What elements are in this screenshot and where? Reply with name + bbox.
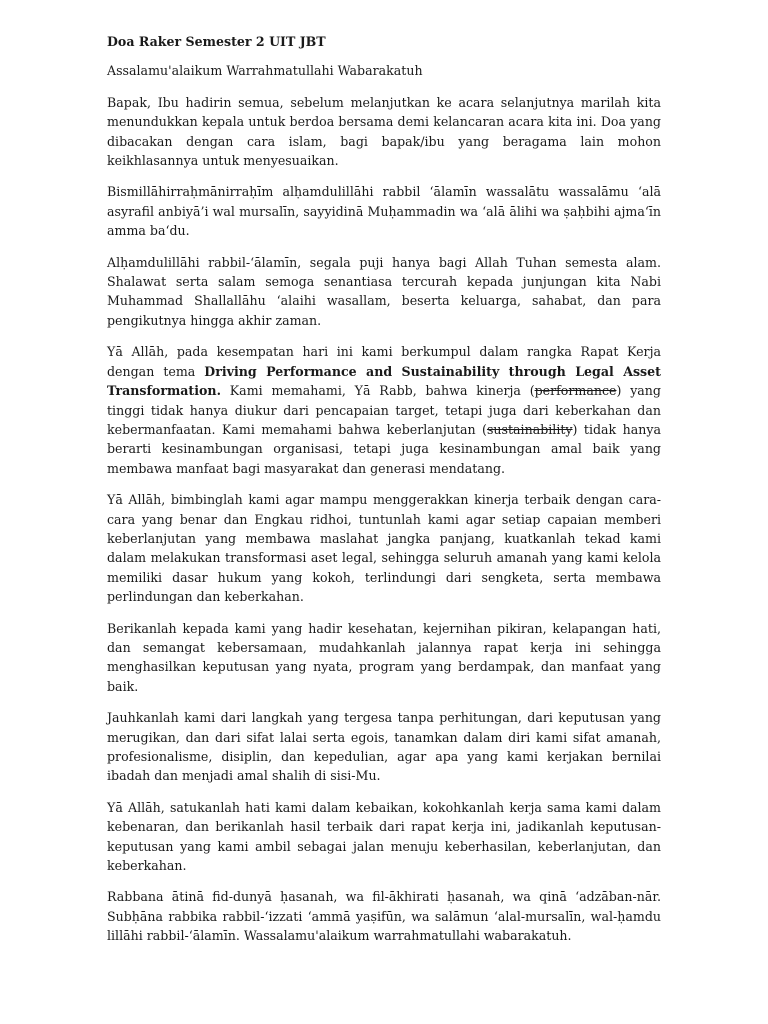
paragraph-hamdalah: Alḥamdulillāhi rabbil-‘ālamīn, segala puji hanya bagi Allah Tuhan semesta alam. Shalawat serta salam semoga senantiasa tercurah kepada junjungan kita Nabi Muhammad Shallallāhu ‘alaihi wasallam, beserta keluarga, sahabat, dan para pengikutnya hingga akhir zaman. — [107, 254, 661, 328]
strikethrough-performance: performance — [534, 383, 617, 399]
greeting: Assalamu'alaikum Warrahmatullahi Wabarakatuh — [107, 63, 423, 79]
paragraph-unity: Yā Allāh, satukanlah hati kami dalam kebaikan, kokohkanlah kerja sama kami dalam kebenaran, dan berikanlah hasil terbaik dari rapat kerja ini, jadikanlah keputusan-keputusan yang kami ambil sebagai jalan menuju keberhasilan, keberlanjutan, dan keberkahan. — [107, 799, 661, 874]
document-title: Doa Raker Semester 2 UIT JBT — [107, 34, 326, 49]
theme-closing-text: ) tidak hanya berarti kesinambungan organisasi, tetapi juga kesinambungan amal baik yang membawa manfaat bagi masyarakat dan generasi mendatang. — [107, 421, 661, 476]
paragraph-closing: Rabbana ātinā fid-dunyā ḥasanah, wa fil-ākhirati ḥasanah, wa qinā ‘adzāban-nār. Subḥāna rabbika rabbil-‘izzati ‘ammā yaṣifūn, wa salāmun ‘alal-mursalīn, wal-ḥamdu lillāhi rabbil-‘ālamīn. Wassalamu'alaikum warrahmatullahi wabarakatuh. — [107, 889, 661, 944]
performance-intro-text: Kami memahami, Yā Rabb, bahwa kinerja ( — [220, 383, 535, 399]
paragraph-bismillah: Bismillāhirraḥmānirraḥīm alḥamdulillāhi rabbil ‘ālamīn wassalātu wassalāmu ‘alā asyrafil anbiyā’i wal mursalīn, sayyidinā Muḥammadin wa ‘alā ālihi wa ṣaḥbihi ajma‘īn amma ba‘du. — [107, 184, 661, 239]
strikethrough-sustainability: sustainability — [486, 421, 573, 437]
paragraph-protection: Jauhkanlah kami dari langkah yang tergesa tanpa perhitungan, dari keputusan yang merugikan, dan dari sifat lalai serta egois, tanamkan dalam diri kami sifat amanah, profesionalisme, disiplin, dan kepedulian, agar apa yang kami kerjakan bernilai ibadah dan menjadi amal shalih di sisi-Mu. — [107, 710, 661, 784]
paragraph-opening: Bapak, Ibu hadirin semua, sebelum melanjutkan ke acara selanjutnya marilah kita menundukkan kepala untuk berdoa bersama demi kelancaran acara kita ini. Doa yang dibacakan dengan cara islam, bagi bapak/ibu yang beragama lain mohon keikhlasannya untuk menyesuaikan. — [107, 94, 661, 169]
paragraph-blessings: Berikanlah kepada kami yang hadir kesehatan, kejernihan pikiran, kelapangan hati, dan semangat kebersamaan, mudahkanlah jalannya rapat kerja ini sehingga menghasilkan keputusan yang nyata, program yang berdampak, dan manfaat yang baik. — [107, 620, 661, 694]
paragraph-theme — [107, 342, 661, 478]
paragraph-guidance: Yā Allāh, bimbinglah kami agar mampu menggerakkan kinerja terbaik dengan cara-cara yang benar dan Engkau ridhoi, tuntunlah kami agar setiap capaian memberi keberlanjutan yang membawa maslahat jangka panjang, kuatkanlah tekad kami dalam melakukan transformasi aset legal, sehingga seluruh amanah yang kami kelola memiliki dasar hukum yang kokoh, terlindungi dari sengketa, serta membawa perlindungan dan keberkahan. — [107, 492, 661, 605]
raker-theme: Driving Performance and Sustainability through Legal Asset Transformation. — [107, 363, 661, 399]
theme-intro-text: Yā Allāh, pada kesempatan hari ini kami berkumpul dalam rangka Rapat Kerja dengan tema — [107, 344, 661, 379]
document-page — [107, 32, 661, 958]
sustainability-intro-text: ) yang tinggi tidak hanya diukur dari pencapaian target, tetapi juga dari keberkahan dan kebermanfaatan. Kami memahami bahwa keberlanjutan ( — [107, 383, 661, 437]
